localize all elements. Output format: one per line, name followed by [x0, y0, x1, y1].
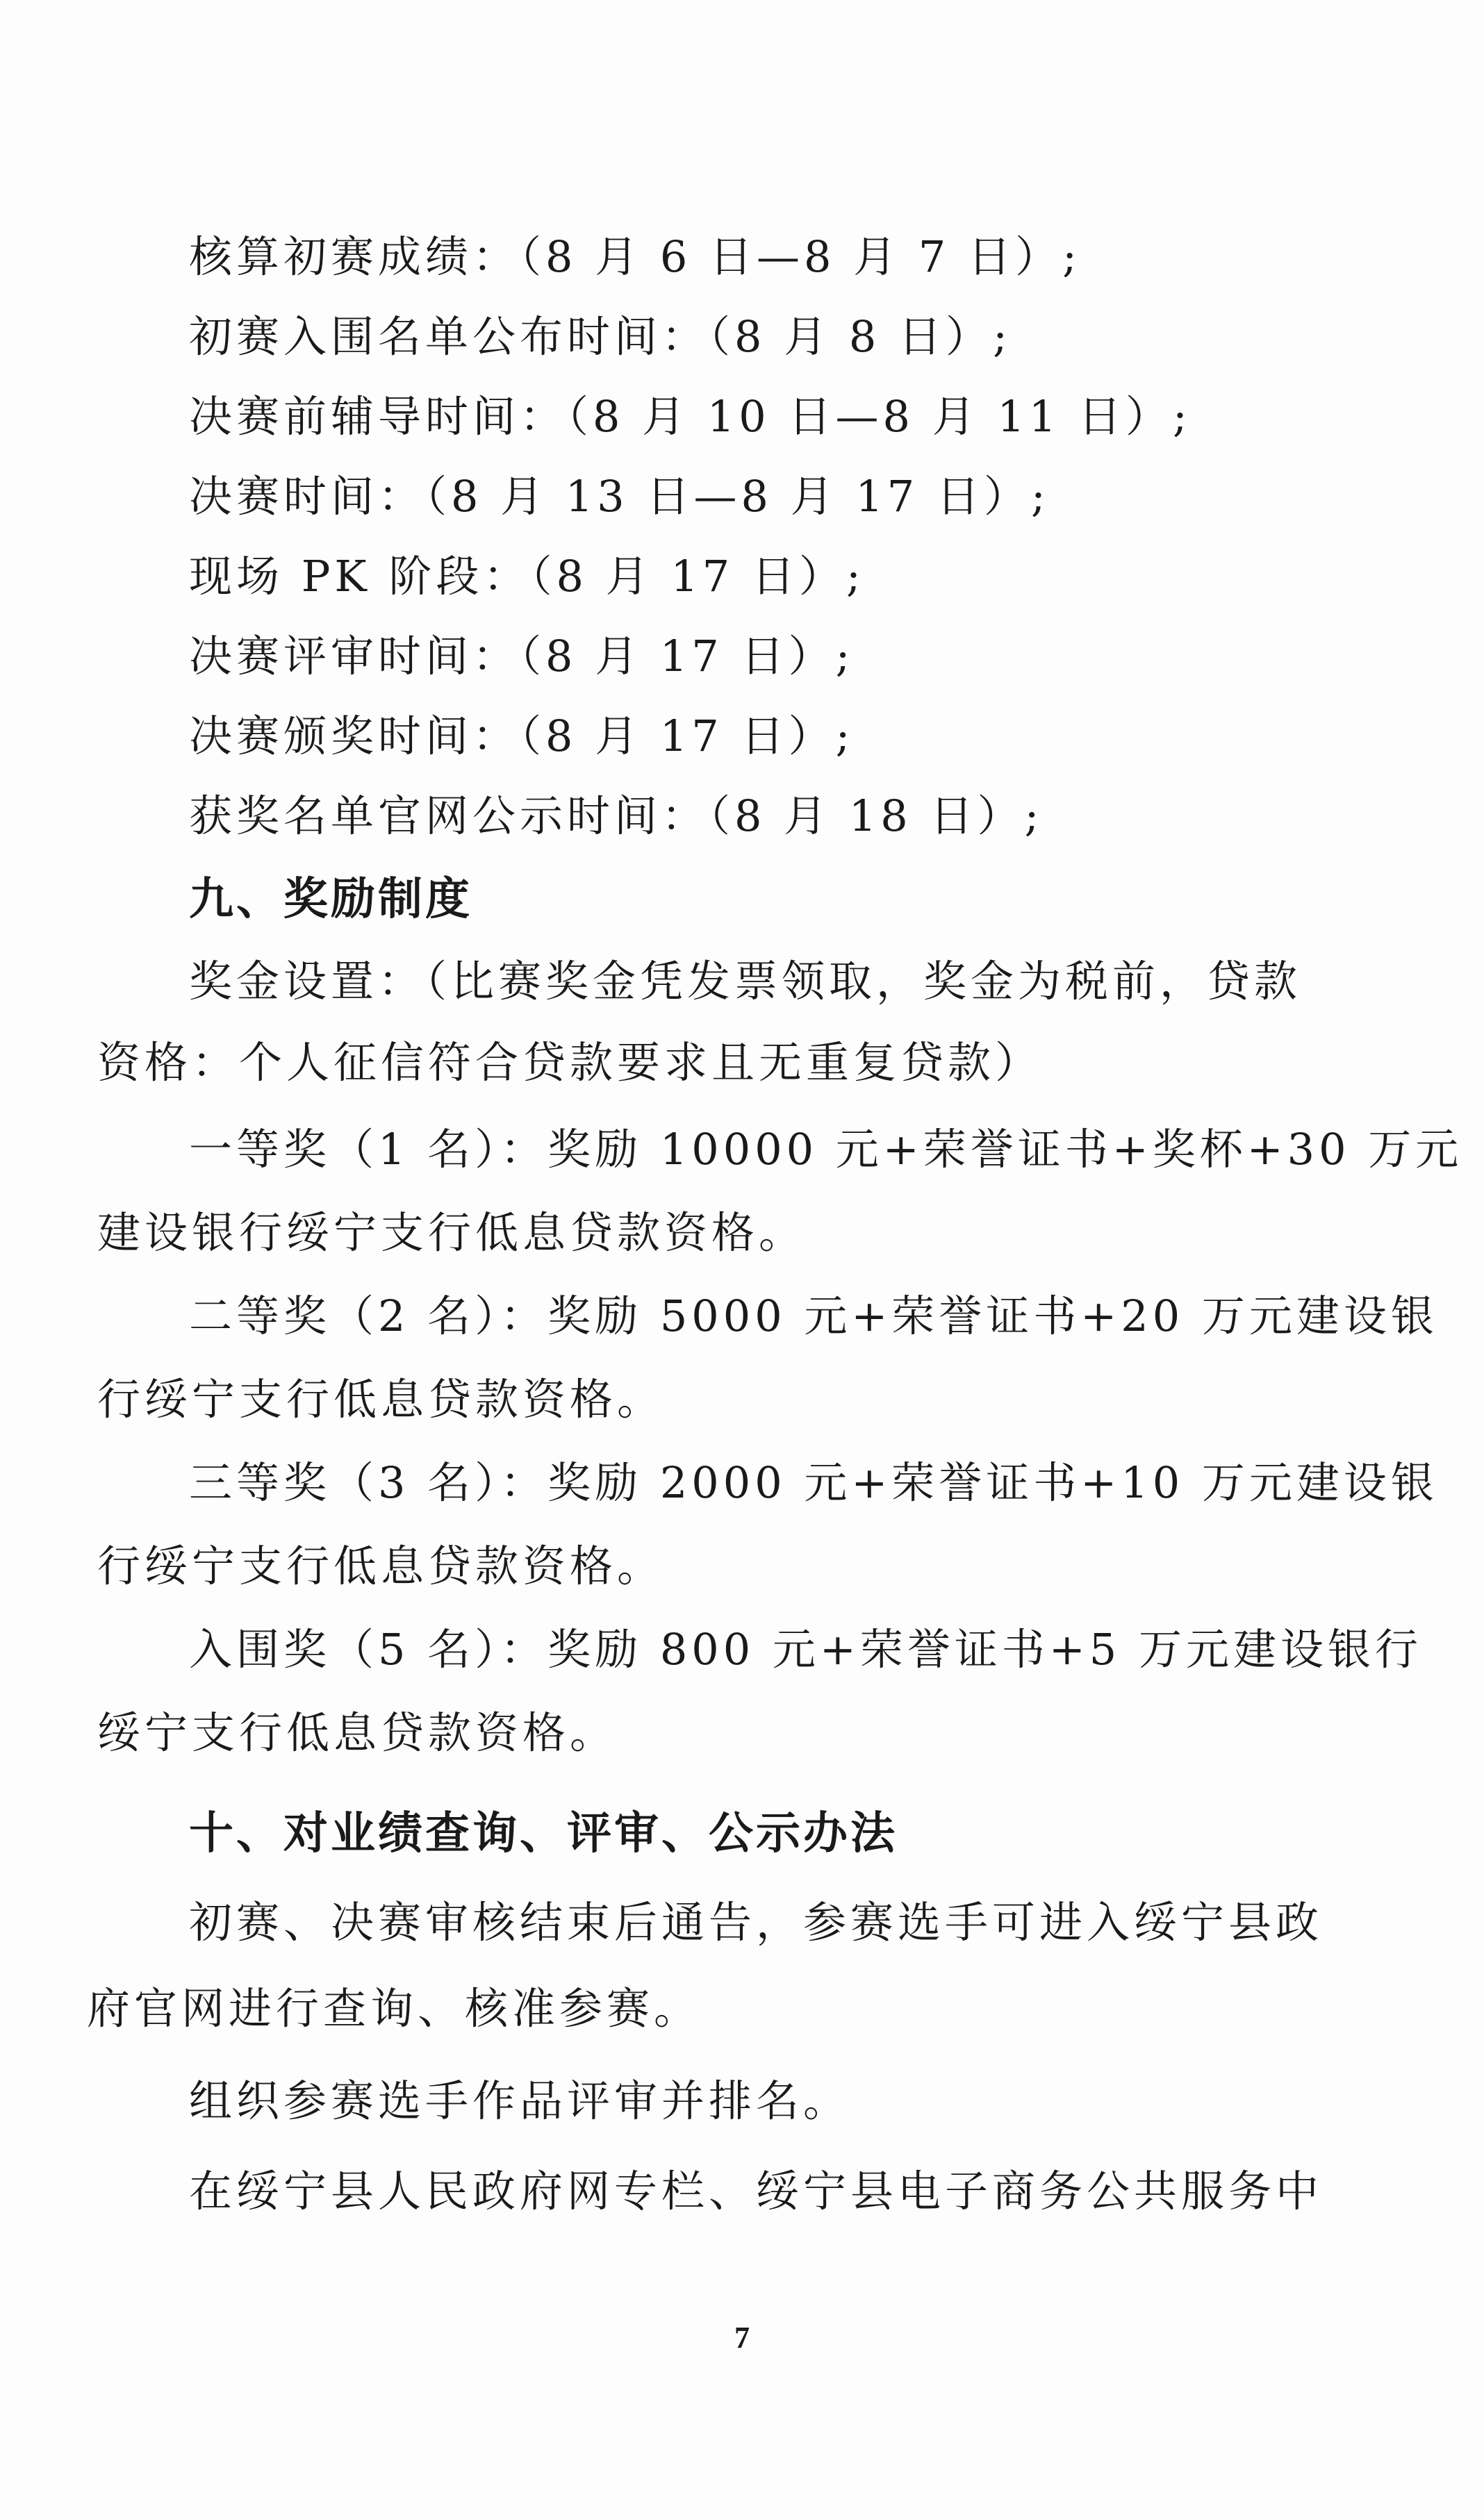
- prize-first-line: 一等奖（1 名）：奖励 10000 元+荣誉证书+奖杯+30 万元: [189, 1124, 1463, 1175]
- schedule-line: 初赛入围名单公布时间：（8 月 8 日）;: [189, 311, 1012, 362]
- query-paragraph-line: 组织参赛选手作品评审并排名。: [189, 2075, 851, 2126]
- query-paragraph-line: 府官网进行查询、核准参赛。: [87, 1983, 702, 2034]
- rewards-intro-line: 奖金设置：（比赛奖金凭发票领取，奖金为税前，贷款: [189, 956, 1302, 1006]
- rewards-intro-line: 资格：个人征信符合贷款要求且无重复贷款）: [97, 1037, 1043, 1088]
- schedule-line: 决赛前辅导时间：（8 月 10 日—8 月 11 日）;: [189, 391, 1192, 442]
- page-number: 7: [734, 2321, 750, 2355]
- schedule-line: 决赛颁奖时间：（8 月 17 日）;: [189, 711, 855, 761]
- schedule-line: 决赛评审时间：（8 月 17 日）;: [189, 631, 855, 681]
- prize-second-line: 行绥宁支行低息贷款资格。: [97, 1374, 665, 1425]
- section-heading-rewards: 九、奖励制度: [189, 874, 472, 925]
- schedule-line: 现场 PK 阶段：（8 月 17 日）;: [189, 551, 865, 602]
- schedule-line: 获奖名单官网公示时间：（8 月 18 日）;: [189, 790, 1044, 841]
- prize-third-line: 行绥宁支行低息贷款资格。: [97, 1541, 665, 1591]
- query-paragraph-line: 初赛、决赛审核结束后通告，参赛选手可进入绥宁县政: [189, 1897, 1324, 1948]
- prize-shortlist-line: 绥宁支行低息贷款资格。: [97, 1707, 618, 1758]
- prize-first-line: 建设银行绥宁支行低息贷款资格。: [97, 1207, 807, 1258]
- prize-third-line: 三等奖（3 名）：奖励 2000 元+荣誉证书+10 万元建设银: [189, 1457, 1438, 1508]
- schedule-line: 核算初赛成绩：（8 月 6 日—8 月 7 日）;: [189, 231, 1081, 282]
- section-heading-query: 十、对业绩查询、评审、公示办法: [189, 1808, 898, 1859]
- prize-shortlist-line: 入围奖（5 名）：奖励 800 元+荣誉证书+5 万元建设银行: [189, 1624, 1422, 1675]
- schedule-line: 决赛时间：（8 月 13 日—8 月 17 日）;: [189, 471, 1050, 522]
- prize-second-line: 二等奖（2 名）：奖励 5000 元+荣誉证书+20 万元建设银: [189, 1291, 1438, 1341]
- query-paragraph-line: 在绥宁县人民政府网专栏、绥宁县电子商务公共服务中: [189, 2166, 1324, 2216]
